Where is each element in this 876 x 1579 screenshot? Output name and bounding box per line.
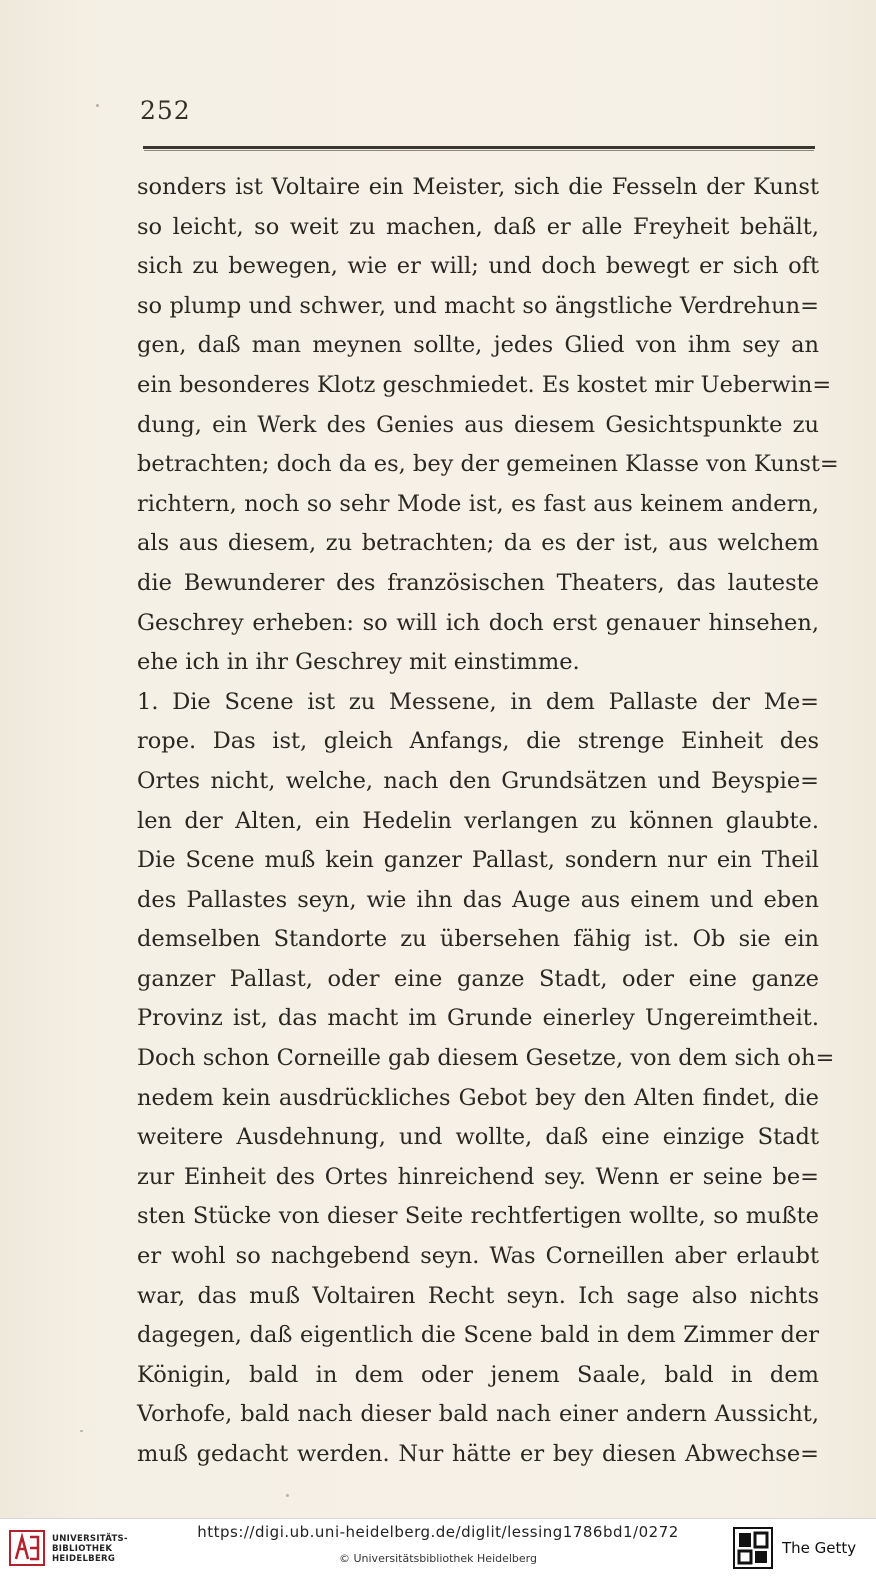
text-line: zur Einheit des Ortes hinreichend sey. Wenn er seine be= bbox=[137, 1163, 819, 1190]
text-line: nedem kein ausdrückliches Gebot bey den Alten findet, die bbox=[137, 1084, 819, 1111]
text-line: sonders ist Voltaire ein Meister, sich die Fesseln der Kunst bbox=[137, 174, 819, 200]
getty-logo-icon[interactable] bbox=[733, 1527, 773, 1569]
text-line: dung, ein Werk des Genies aus diesem Gesichtspunkte zu bbox=[137, 411, 819, 438]
permalink-url[interactable]: https://digi.ub.uni-heidelberg.de/diglit/lessing1786bd1/0272 bbox=[197, 1523, 679, 1541]
text-line: ehe ich in ihr Geschrey mit einstimme. bbox=[137, 649, 580, 676]
text-line: die Bewunderer des französischen Theaters, das lauteste bbox=[137, 569, 819, 596]
paper-speck bbox=[286, 1494, 289, 1497]
library-name-line: BIBLIOTHEK bbox=[52, 1544, 113, 1554]
text-line: richtern, noch so sehr Mode ist, es fast aus keinem andern, bbox=[137, 490, 819, 517]
text-line: muß gedacht werden. Nur hätte er bey diesen Abwechse= bbox=[137, 1441, 819, 1467]
text-line: gen, daß man meynen sollte, jedes Glied von ihm sey an bbox=[137, 332, 819, 359]
text-line: als aus diesem, zu betrachten; da es der ist, aus welchem bbox=[137, 530, 819, 557]
text-line: Geschrey erheben: so will ich doch erst genauer hinsehen, bbox=[137, 609, 819, 636]
library-name-line: HEIDELBERG bbox=[52, 1554, 116, 1564]
paper-speck bbox=[96, 104, 99, 107]
text-line: ganzer Pallast, oder eine ganze Stadt, oder eine ganze bbox=[137, 965, 819, 992]
text-line: Doch schon Corneille gab diesem Gesetze, von dem sich oh= bbox=[137, 1045, 835, 1072]
text-line: rope. Das ist, gleich Anfangs, die strenge Einheit des bbox=[137, 728, 819, 755]
text-line: sich zu bewegen, wie er will; und doch bewegt er sich oft bbox=[137, 253, 819, 280]
copyright-notice: © Universitätsbibliothek Heidelberg bbox=[338, 1552, 537, 1565]
page-text-block bbox=[137, 168, 839, 1475]
library-name-line: UNIVERSITÄTS- bbox=[52, 1534, 128, 1544]
page-number: 252 bbox=[140, 96, 191, 125]
text-line: war, das muß Voltairen Recht seyn. Ich sage also nichts bbox=[137, 1282, 819, 1309]
text-line: so leicht, so weit zu machen, daß er alle Freyheit behält, bbox=[137, 213, 819, 240]
text-line: sten Stücke von dieser Seite rechtfertigen wollte, so mußte bbox=[137, 1203, 819, 1230]
text-line: betrachten; doch da es, bey der gemeinen Klasse von Kunst= bbox=[137, 451, 839, 478]
text-line: len der Alten, ein Hedelin verlangen zu können glaubte. bbox=[137, 807, 819, 834]
text-line: weitere Ausdehnung, und wollte, daß eine einzige Stadt bbox=[137, 1124, 819, 1151]
paper-speck bbox=[80, 1430, 83, 1432]
text-line: Die Scene muß kein ganzer Pallast, sondern nur ein Theil bbox=[137, 847, 819, 874]
text-line: er wohl so nachgebend seyn. Was Corneillen aber erlaubt bbox=[137, 1243, 819, 1270]
text-line: Provinz ist, das macht im Grunde einerley Ungereimtheit. bbox=[137, 1005, 819, 1032]
text-line: so plump und schwer, und macht so ängstliche Verdrehun= bbox=[137, 292, 819, 319]
header-rule bbox=[143, 146, 815, 149]
partner-name: The Getty bbox=[782, 1539, 857, 1557]
text-line: Königin, bald in dem oder jenem Saale, bald in dem bbox=[137, 1361, 819, 1388]
text-line: ein besonderes Klotz geschmiedet. Es kostet mir Ueberwin= bbox=[137, 371, 832, 398]
text-line: Ortes nicht, welche, nach den Grundsätzen und Beyspie= bbox=[137, 767, 819, 794]
text-line: Vorhofe, bald nach dieser bald nach einer andern Aussicht, bbox=[137, 1401, 819, 1428]
text-line: des Pallastes seyn, wie ihn das Auge aus einem und eben bbox=[137, 886, 819, 913]
text-line: demselben Standorte zu übersehen fähig ist. Ob sie ein bbox=[137, 926, 819, 953]
viewer-footer bbox=[0, 1518, 876, 1579]
text-line: dagegen, daß eigentlich die Scene bald in dem Zimmer der bbox=[137, 1322, 819, 1349]
text-line: 1. Die Scene ist zu Messene, in dem Pallaste der Me= bbox=[137, 688, 819, 715]
